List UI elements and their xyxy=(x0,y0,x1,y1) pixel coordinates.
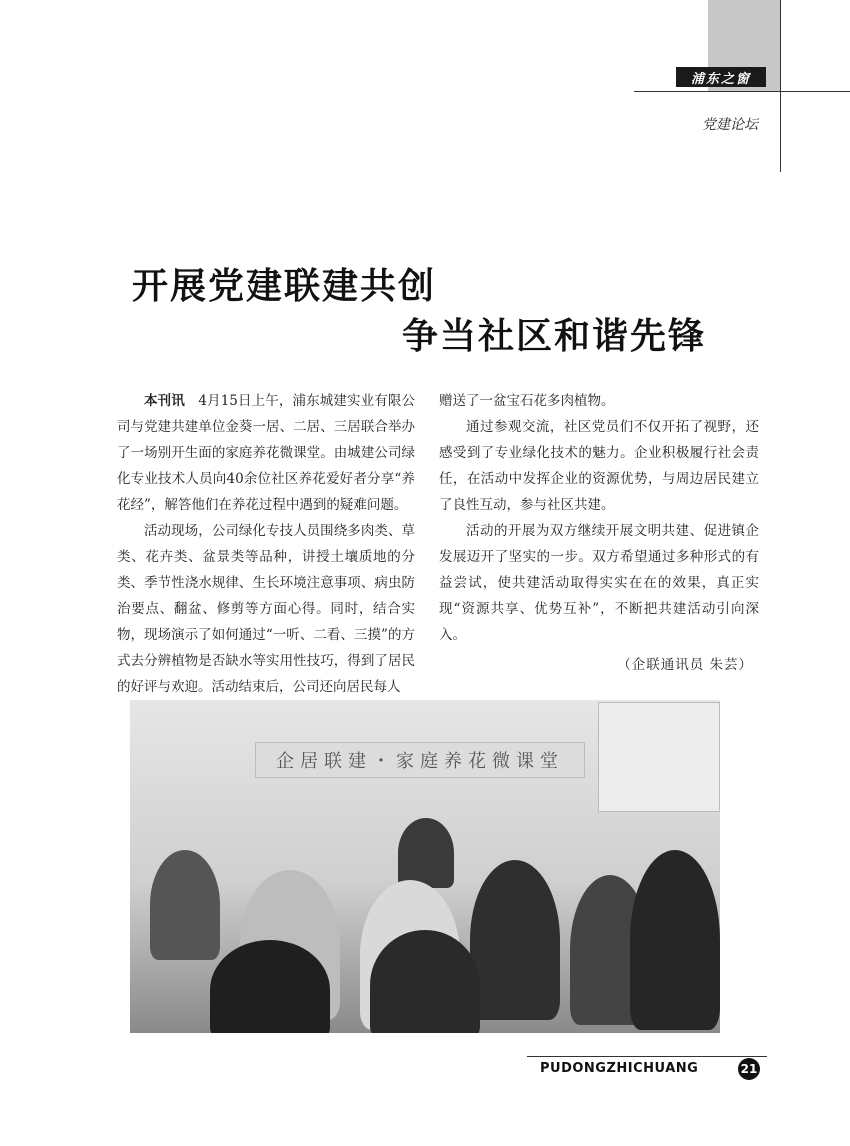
lead-tag: 本刊讯 xyxy=(144,393,185,409)
header-vertical-rule xyxy=(780,0,781,172)
audience-figure xyxy=(210,940,330,1033)
photo-banner: 企居联建・家庭养花微课堂 xyxy=(255,742,585,778)
section-title: 党建论坛 xyxy=(702,117,758,133)
article-column-left xyxy=(117,388,415,700)
article-column-right xyxy=(439,388,759,678)
audience-figure xyxy=(470,860,560,1020)
header-horizontal-rule xyxy=(634,91,850,92)
magazine-logo: 浦东之窗 xyxy=(676,67,766,87)
article-title-line1: 开展党建联建共创 xyxy=(132,266,437,307)
projection-screen xyxy=(598,702,720,812)
page-number: 21 xyxy=(738,1058,760,1080)
paragraph-text: 4月15日上午，浦东城建实业有限公司与党建共建单位金葵一居、二居、三居联合举办了一场别开生面的家庭养花微课堂。由城建公司绿化专业技术人员向40余位社区养花爱好者分享“养花经”，解答他们在养花过程中遇到的疑难问题。 xyxy=(117,393,415,513)
audience-figure xyxy=(630,850,720,1030)
article-title-line2: 争当社区和谐先锋 xyxy=(402,316,707,357)
speaker-figure xyxy=(398,818,454,888)
paragraph: 活动现场，公司绿化专技人员围绕多肉类、草类、花卉类、盆景类等品种，讲授土壤质地的分类、季节性浇水规律、生长环境注意事项、病虫防治要点、翻盆、修剪等方面心得。同时，结合实物，现场演示了如何通过“一听、二看、三摸”的方式去分辨植物是否缺水等实用性技巧，得到了居民的好评与欢迎。活动结束后，公司还向居民每人 xyxy=(117,523,415,695)
audience-figure xyxy=(150,850,220,960)
paragraph xyxy=(117,388,415,518)
paragraph: 活动的开展为双方继续开展文明共建、促进镇企发展迈开了坚实的一步。双方希望通过多种形式的有益尝试，使共建活动取得实实在在的效果，真正实现“资源共享、优势互补”，不断把共建活动引向深入。 xyxy=(439,523,759,643)
author-credit: （企联通讯员 朱芸） xyxy=(617,657,753,673)
audience-figure xyxy=(370,930,480,1033)
paragraph: 赠送了一盆宝石花多肉植物。 xyxy=(439,393,615,409)
footer-rule xyxy=(527,1056,767,1057)
footer-magazine-name: PUDONGZHICHUANG xyxy=(540,1061,699,1076)
event-photo xyxy=(130,700,720,1033)
paragraph: 通过参观交流，社区党员们不仅开拓了视野，还感受到了专业绿化技术的魅力。企业积极履行社会责任，在活动中发挥企业的资源优势，与周边居民建立了良性互动，参与社区共建。 xyxy=(439,419,759,513)
